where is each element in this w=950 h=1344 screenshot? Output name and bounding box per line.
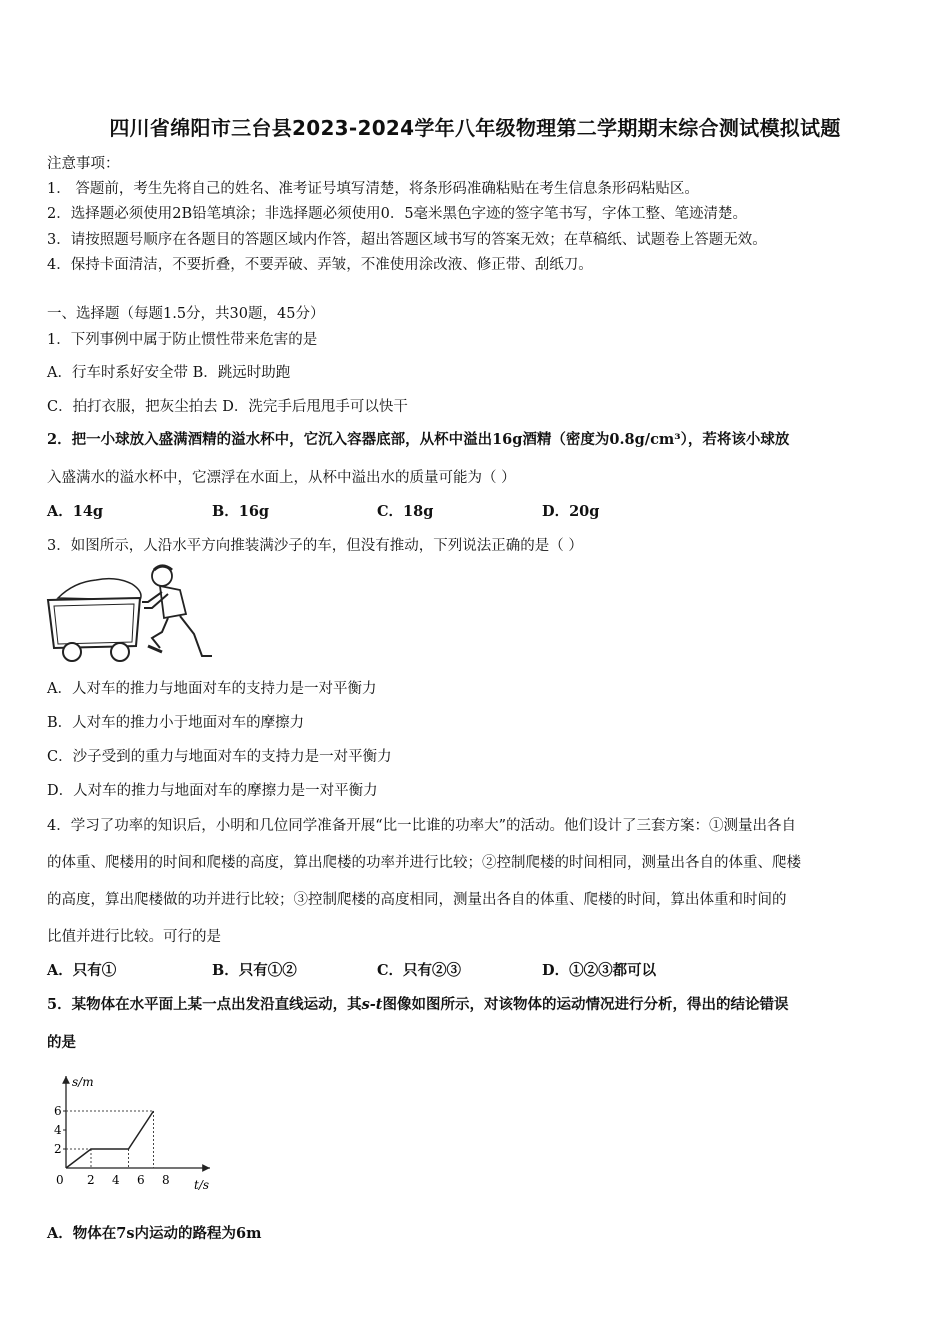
x-axis-label: t/s bbox=[194, 1178, 210, 1192]
q5-stem-post: 图像如图所示，对该物体的运动情况进行分析，得出的结论错误 bbox=[382, 996, 789, 1013]
q1-options-row1: A．行车时系好安全带 B．跳远时助跑 bbox=[47, 365, 291, 381]
person-torso bbox=[160, 586, 186, 618]
q4-option-c: C．只有②③ bbox=[377, 962, 462, 979]
sand-pile bbox=[58, 579, 141, 600]
q3-option-d: D．人对车的推力与地面对车的摩擦力是一对平衡力 bbox=[47, 783, 378, 799]
person-leg bbox=[152, 618, 168, 648]
x-tick-label: 0 bbox=[56, 1173, 64, 1187]
person-leg bbox=[180, 616, 212, 656]
x-tick-label: 4 bbox=[112, 1173, 120, 1187]
guide-lines bbox=[66, 1111, 154, 1168]
cart-push-figure bbox=[44, 562, 224, 666]
page-title: 四川省绵阳市三台县2023-2024学年八年级物理第二学期期末综合测试模拟试题 bbox=[109, 116, 841, 140]
x-tick-label: 8 bbox=[162, 1173, 170, 1187]
q4-stem-line: 的高度，算出爬楼做的功并进行比较；③控制爬楼的高度相同，测量出各自的体重、爬楼的时间，算出体重和时间的 bbox=[47, 892, 787, 908]
q4-option-d: D．①②③都可以 bbox=[542, 962, 657, 979]
q3-stem: 3．如图所示，人沿水平方向推装满沙子的车，但没有推动，下列说法正确的是（ ） bbox=[47, 538, 583, 554]
y-tick-label: 4 bbox=[54, 1123, 62, 1137]
q3-option-b: B．人对车的推力小于地面对车的摩擦力 bbox=[47, 715, 305, 731]
q4-stem-line: 比值并进行比较。可行的是 bbox=[47, 929, 221, 945]
person-arm bbox=[142, 592, 162, 602]
q5-option-a: A．物体在7s内运动的路程为6m bbox=[47, 1225, 262, 1242]
y-tick-label: 6 bbox=[54, 1104, 62, 1118]
q3-option-a: A．人对车的推力与地面对车的支持力是一对平衡力 bbox=[47, 681, 377, 697]
q1-options-row2: C．拍打衣服，把灰尘拍去 D．洗完手后甩甩手可以快干 bbox=[47, 399, 408, 415]
q4-stem-line: 的体重、爬楼用的时间和爬楼的高度，算出爬楼的功率并进行比较；②控制爬楼的时间相同，测量出各自的体重、爬楼 bbox=[47, 855, 801, 871]
q4-option-a: A．只有① bbox=[47, 962, 117, 979]
y-tick-label: 2 bbox=[54, 1142, 62, 1156]
q5-stem-line2: 的是 bbox=[47, 1034, 76, 1051]
notice-item: 1． 答题前，考生先将自己的姓名、准考证号填写清楚，将条形码准确粘贴在考生信息条形码粘贴区。 bbox=[47, 181, 699, 197]
q2-option-d: D．20g bbox=[542, 503, 600, 520]
q1-stem: 1．下列事例中属于防止惯性带来危害的是 bbox=[47, 332, 318, 348]
section-heading: 一、选择题（每题1.5分，共30题，45分） bbox=[47, 306, 325, 322]
x-tick-label: 6 bbox=[137, 1173, 145, 1187]
q2-option-c: C．18g bbox=[377, 503, 434, 520]
notice-item: 4．保持卡面清洁，不要折叠，不要弄破、弄皱，不准使用涂改液、修正带、刮纸刀。 bbox=[47, 257, 593, 273]
x-tick-label: 2 bbox=[87, 1173, 95, 1187]
cart-wheel bbox=[63, 643, 81, 661]
q2-stem-line2: 入盛满水的溢水杯中，它漂浮在水面上，从杯中溢出水的质量可能为（ ） bbox=[47, 470, 516, 486]
notice-item: 2．选择题必须使用2B铅笔填涂；非选择题必须使用0．5毫米黑色字迹的签字笔书写，字体工整、笔迹清楚。 bbox=[47, 206, 748, 222]
q4-stem-line: 4．学习了功率的知识后，小明和几位同学准备开展“比一比谁的功率大”的活动。他们设计了三套方案：①测量出各自 bbox=[47, 818, 797, 834]
y-axis-label: s/m bbox=[72, 1075, 94, 1089]
q2-stem-line1: 2．把一小球放入盛满酒精的溢水杯中，它沉入容器底部，从杯中溢出16g酒精（密度为0.8g/cm³），若将该小球放 bbox=[47, 431, 790, 448]
notice-heading: 注意事项： bbox=[47, 156, 120, 172]
notice-item: 3．请按照题号顺序在各题目的答题区域内作答，超出答题区域书写的答案无效；在草稿纸、试题卷上答题无效。 bbox=[47, 232, 767, 248]
q2-option-b: B．16g bbox=[212, 503, 270, 520]
tick-labels bbox=[54, 1104, 170, 1187]
cart-wheel bbox=[111, 643, 129, 661]
st-graph bbox=[44, 1070, 224, 1194]
q2-option-a: A．14g bbox=[47, 503, 104, 520]
q3-option-c: C．沙子受到的重力与地面对车的支持力是一对平衡力 bbox=[47, 749, 392, 765]
q5-stem-line1 bbox=[47, 993, 788, 1014]
st-series-line bbox=[66, 1111, 154, 1168]
q4-option-b: B．只有①② bbox=[212, 962, 297, 979]
q5-stem-pre: 5．某物体在水平面上某一点出发沿直线运动，其 bbox=[47, 996, 362, 1013]
q5-stem-var: s-t bbox=[361, 996, 383, 1013]
